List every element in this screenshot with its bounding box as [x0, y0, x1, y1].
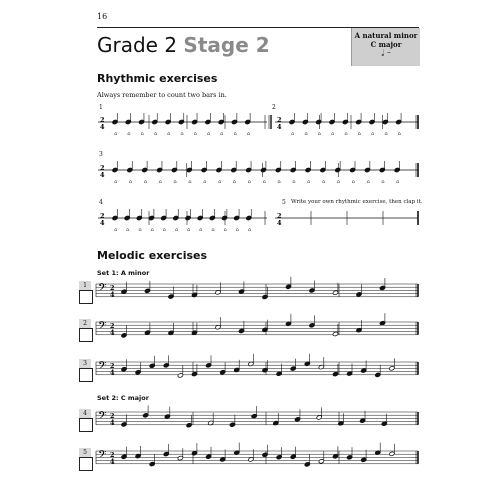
time-signature-bottom: 4 [277, 219, 282, 227]
melodic-ex-2-number: 2 [79, 319, 91, 328]
melodic-ex-1-number: 1 [79, 281, 91, 290]
half-note-rest-icon: 𝅗𝅥 𝄼 [381, 49, 391, 59]
time-signature-bottom: 4 [100, 171, 105, 179]
count-mark: ⌂ [193, 131, 197, 137]
melodic-ex-3-number: 3 [79, 359, 91, 368]
melodic-heading: Melodic exercises [97, 249, 208, 262]
time-signature-bottom: 4 [110, 368, 115, 377]
count-mark: ⌂ [331, 131, 335, 137]
time-signature-top: 2 [110, 322, 115, 330]
count-mark: ⌂ [317, 131, 321, 137]
count-mark: ⌂ [344, 131, 348, 137]
count-mark: ⌂ [217, 179, 222, 185]
time-signature-top: 2 [100, 164, 105, 172]
bass-clef-icon: 𝄢 [98, 360, 107, 375]
count-mark: ⌂ [211, 227, 215, 233]
count-mark: ⌂ [397, 131, 401, 137]
page-number: 16 [97, 12, 108, 21]
count-mark: ⌂ [292, 179, 296, 185]
rhythm-ex-5-instruction: Write your own rhythmic exercise, then clap it. [291, 199, 423, 205]
melodic-ex-5-number: 5 [79, 448, 91, 457]
time-signature-bottom: 4 [110, 290, 115, 299]
count-mark: ⌂ [114, 179, 118, 185]
rhythmic-instruction: Always remember to count two bars in. [97, 91, 227, 99]
count-mark: ⌂ [381, 179, 385, 185]
rhythm-ex-5-number: 5 [282, 199, 286, 206]
count-mark: ⌂ [247, 227, 252, 233]
count-mark: ⌂ [140, 131, 144, 137]
count-mark: ⌂ [127, 131, 131, 137]
count-mark: ⌂ [336, 179, 340, 185]
count-mark: ⌂ [233, 131, 237, 137]
count-mark: ⌂ [203, 179, 207, 185]
count-mark: ⌂ [138, 227, 142, 233]
count-mark: ⌂ [187, 227, 191, 233]
count-mark: ⌂ [162, 227, 166, 233]
count-mark: ⌂ [114, 131, 118, 137]
time-signature-top: 2 [110, 412, 115, 420]
stage-label: Stage 2 [183, 33, 270, 57]
time-signature-top: 2 [110, 284, 115, 292]
time-signature-top: 2 [100, 212, 105, 220]
rhythm-ex-2-number: 2 [272, 104, 276, 111]
count-mark: ⌂ [153, 131, 158, 137]
count-mark: ⌂ [180, 131, 184, 137]
set-2-label: Set 2: C major [97, 394, 149, 402]
grade-label: Grade 2 [97, 33, 178, 57]
count-mark: ⌂ [396, 179, 400, 185]
count-mark: ⌂ [371, 131, 375, 137]
melodic-ex-4-number: 4 [79, 409, 91, 418]
time-signature-top: 2 [110, 451, 115, 459]
count-mark: ⌂ [143, 179, 147, 185]
count-mark: ⌂ [128, 179, 133, 185]
time-signature-top: 2 [277, 116, 282, 124]
rhythmic-heading: Rhythmic exercises [97, 72, 218, 85]
count-mark: ⌂ [262, 179, 266, 185]
count-mark: ⌂ [246, 131, 250, 137]
time-signature-bottom: 4 [100, 219, 105, 227]
count-mark: ⌂ [351, 179, 355, 185]
set-1-label: Set 1: A minor [97, 269, 150, 277]
count-mark: ⌂ [321, 179, 326, 185]
count-mark: ⌂ [366, 179, 370, 185]
time-signature-top: 2 [100, 116, 105, 124]
count-mark: ⌂ [247, 179, 251, 185]
bass-clef-icon: 𝄢 [98, 410, 107, 425]
count-mark: ⌂ [307, 179, 311, 185]
count-mark: ⌂ [174, 227, 179, 233]
count-mark: ⌂ [220, 131, 224, 137]
time-signature-bottom: 4 [110, 457, 115, 466]
count-mark: ⌂ [188, 179, 192, 185]
time-signature-bottom: 4 [110, 328, 115, 337]
count-mark: ⌂ [291, 131, 295, 137]
count-mark: ⌂ [150, 227, 154, 233]
count-mark: ⌂ [173, 179, 177, 185]
count-mark: ⌂ [304, 131, 308, 137]
bass-clef-icon: 𝄢 [98, 282, 107, 297]
count-mark: ⌂ [384, 131, 388, 137]
count-mark: ⌂ [206, 131, 211, 137]
count-mark: ⌂ [114, 227, 118, 233]
time-signature-top: 2 [277, 212, 282, 220]
time-signature-top: 2 [110, 362, 115, 370]
time-signature-bottom: 4 [277, 123, 282, 131]
rhythm-ex-4-number: 4 [99, 199, 103, 206]
rhythm-ex-3-number: 3 [99, 151, 103, 158]
key-line-2: C major [370, 40, 402, 49]
count-mark: ⌂ [167, 131, 171, 137]
count-mark: ⌂ [232, 179, 236, 185]
key-line-1: A natural minor [354, 31, 418, 40]
count-mark: ⌂ [126, 227, 130, 233]
bass-clef-icon: 𝄢 [98, 449, 107, 464]
count-mark: ⌂ [357, 131, 361, 137]
count-mark: ⌂ [158, 179, 162, 185]
time-signature-bottom: 4 [110, 418, 115, 427]
bass-clef-icon: 𝄢 [98, 320, 107, 335]
count-mark: ⌂ [277, 179, 281, 185]
rhythm-ex-1-number: 1 [99, 104, 103, 111]
time-signature-bottom: 4 [100, 123, 105, 131]
count-mark: ⌂ [223, 227, 227, 233]
count-mark: ⌂ [235, 227, 239, 233]
count-mark: ⌂ [199, 227, 203, 233]
